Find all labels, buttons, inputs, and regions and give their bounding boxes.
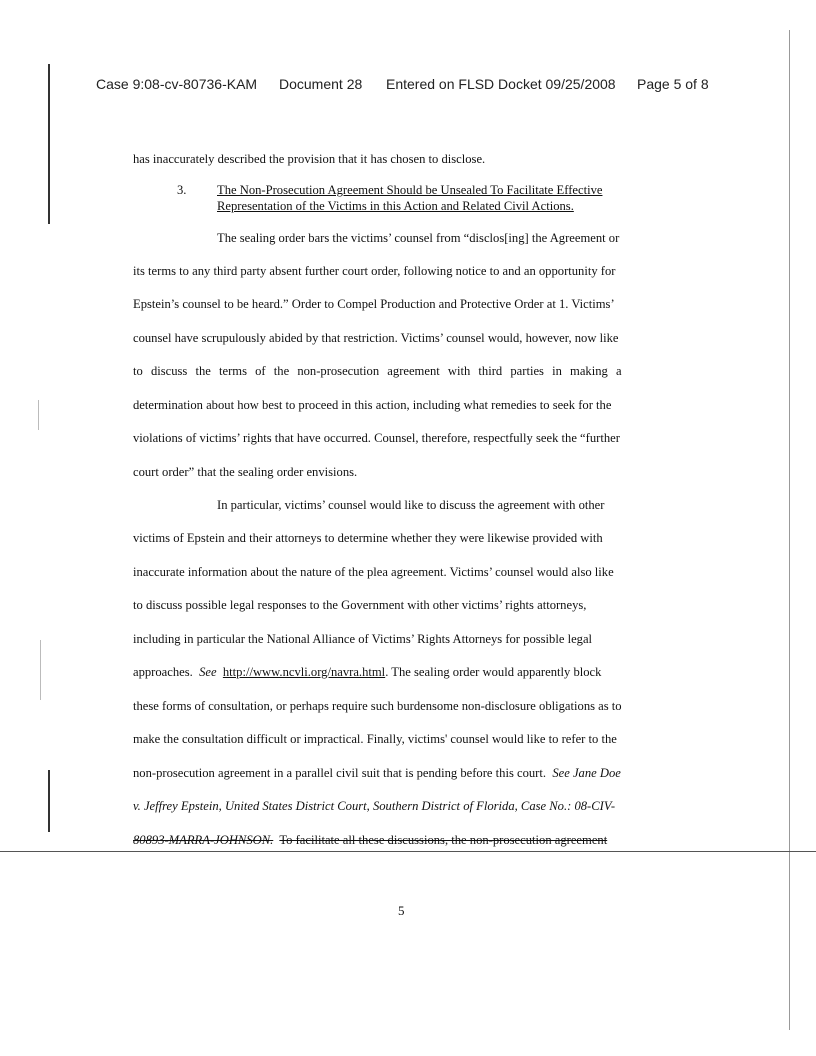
text-line: Epstein’s counsel to be heard.” Order to Compel Production and Protective Order at 1. Victims’ bbox=[133, 297, 615, 311]
text-line: to discuss the terms of the non-prosecution agreement with third parties in making a bbox=[133, 364, 622, 378]
text-segment: approaches. bbox=[133, 665, 193, 679]
section-heading-line-2: Representation of the Victims in this Action and Related Civil Actions. bbox=[217, 199, 574, 213]
navra-link[interactable]: http://www.ncvli.org/navra.html bbox=[222, 665, 386, 679]
text-line: has inaccurately described the provision that it has chosen to disclose. bbox=[133, 152, 486, 166]
text-line: to discuss possible legal responses to the Government with other victims’ rights attorneys, bbox=[133, 598, 587, 612]
text-line-with-citation bbox=[133, 765, 621, 782]
text-segment: non-prosecution agreement in a parallel civil suit that is pending before this court. bbox=[133, 766, 547, 780]
case-number: Case 9:08-cv-80736-KAM bbox=[96, 76, 258, 92]
document-number: Document 28 bbox=[279, 76, 363, 92]
page-number: 5 bbox=[398, 903, 405, 918]
text-line: determination about how best to proceed in this action, including what remedies to seek for the bbox=[133, 398, 612, 412]
text-line: court order” that the sealing order envisions. bbox=[133, 465, 358, 479]
case-citation-end: 80893-MARRA-JOHNSON. bbox=[133, 833, 274, 847]
text-line: counsel have scrupulously abided by that restriction. Victims’ counsel would, however, now like bbox=[133, 331, 619, 345]
section-number: 3. bbox=[177, 183, 187, 197]
text-line: its terms to any third party absent further court order, following notice to and an opportunity for bbox=[133, 264, 616, 278]
text-line-with-link bbox=[133, 664, 601, 681]
citation-signal: See bbox=[199, 665, 217, 679]
text-segment: To facilitate all these discussions, the non-prosecution agreement bbox=[279, 833, 608, 847]
text-segment: . The sealing order would apparently block bbox=[385, 665, 602, 679]
text-line-struck bbox=[133, 832, 607, 849]
page-indicator: Page 5 of 8 bbox=[637, 76, 709, 92]
case-citation: See Jane Doe bbox=[552, 766, 621, 780]
entered-date: Entered on FLSD Docket 09/25/2008 bbox=[386, 76, 616, 92]
text-line: violations of victims’ rights that have occurred. Counsel, therefore, respectfully seek the “further bbox=[133, 431, 620, 445]
text-line: victims of Epstein and their attorneys to determine whether they were likewise provided with bbox=[133, 531, 603, 545]
text-line: In particular, victims’ counsel would like to discuss the agreement with other bbox=[217, 498, 605, 512]
heading-text: The Non-Prosecution Agreement Should be Unsealed To Facilitate Effective bbox=[217, 183, 603, 197]
text-line: The sealing order bars the victims’ counsel from “disclos[ing] the Agreement or bbox=[217, 231, 620, 245]
text-line: inaccurate information about the nature of the plea agreement. Victims’ counsel would also like bbox=[133, 565, 614, 579]
case-citation-line: v. Jeffrey Epstein, United States District Court, Southern District of Florida, Case No.: 08-CIV- bbox=[133, 799, 616, 813]
text-line: these forms of consultation, or perhaps require such burdensome non-disclosure obligations as to bbox=[133, 699, 622, 713]
section-heading-line-1 bbox=[217, 182, 684, 199]
text-line: including in particular the National Alliance of Victims’ Rights Attorneys for possible legal bbox=[133, 632, 593, 646]
text-line: make the consultation difficult or impractical. Finally, victims' counsel would like to refer to the bbox=[133, 732, 617, 746]
